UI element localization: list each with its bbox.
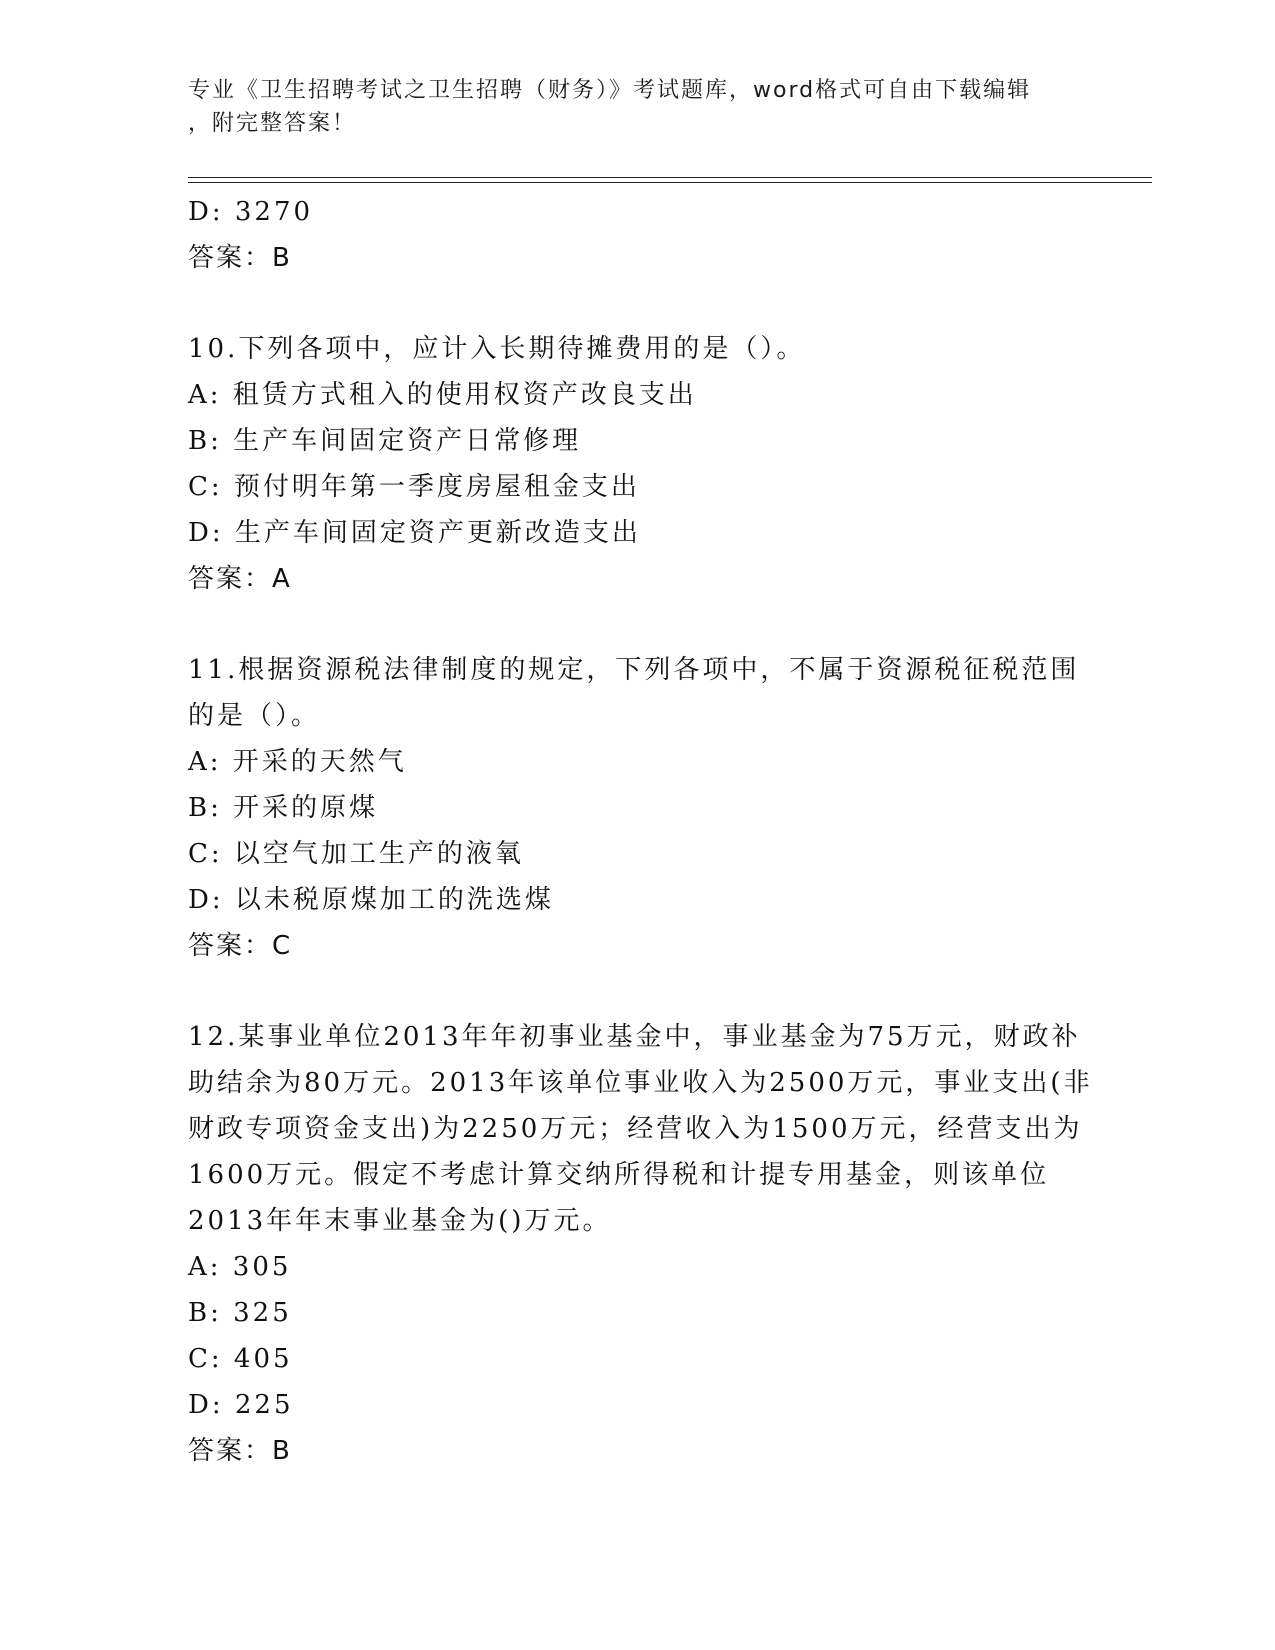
question-text: 12.某事业单位2013年年初事业基金中，事业基金为75万元，财政补 bbox=[188, 1022, 1081, 1052]
option-b: B: 生产车间固定资产日常修理 bbox=[188, 426, 582, 456]
answer-line: 答案：A bbox=[188, 564, 292, 594]
question-block bbox=[188, 647, 1088, 969]
question-text: 11.根据资源税法律制度的规定，下列各项中，不属于资源税征税范围 bbox=[188, 655, 1080, 685]
option-b: B: 开采的原煤 bbox=[188, 793, 379, 823]
question-content bbox=[188, 189, 1093, 1474]
document-header bbox=[188, 74, 1088, 140]
question-text: 助结余为80万元。2013年该单位事业收入为2500万元，事业支出(非 bbox=[188, 1068, 1093, 1098]
question-text: 的是（）。 bbox=[188, 701, 321, 731]
option-b: B: 325 bbox=[188, 1298, 292, 1328]
header-line-1: 专业《卫生招聘考试之卫生招聘（财务）》考试题库，word格式可自由下载编辑 bbox=[188, 78, 1032, 103]
header-line-2: ，附完整答案！ bbox=[188, 111, 357, 136]
option-c: C: 405 bbox=[188, 1344, 293, 1374]
option-c: C: 预付明年第一季度房屋租金支出 bbox=[188, 472, 640, 502]
question-text: 2013年年末事业基金为()万元。 bbox=[188, 1206, 612, 1236]
option-a: A: 305 bbox=[188, 1252, 292, 1282]
question-block bbox=[188, 326, 1088, 602]
option-d: D: 生产车间固定资产更新改造支出 bbox=[188, 518, 641, 548]
answer-line: 答案：B bbox=[188, 243, 292, 273]
question-text: 财政专项资金支出)为2250万元；经营收入为1500万元，经营支出为 bbox=[188, 1114, 1083, 1144]
question-block bbox=[188, 1014, 1093, 1474]
option-d: D: 225 bbox=[188, 1390, 294, 1420]
header-divider-top bbox=[188, 177, 1152, 178]
answer-line: 答案：B bbox=[188, 1436, 292, 1466]
header-divider-bottom bbox=[188, 182, 1152, 183]
option-a: A: 租赁方式租入的使用权资产改良支出 bbox=[188, 380, 697, 410]
option-c: C: 以空气加工生产的液氧 bbox=[188, 839, 524, 869]
answer-line: 答案：C bbox=[188, 931, 293, 961]
option-d: D: 3270 bbox=[188, 197, 314, 227]
option-a: A: 开采的天然气 bbox=[188, 747, 407, 777]
option-d: D: 以未税原煤加工的洗选煤 bbox=[188, 885, 554, 915]
spacer bbox=[188, 602, 1088, 647]
question-text: 1600万元。假定不考虑计算交纳所得税和计提专用基金，则该单位 bbox=[188, 1160, 1050, 1190]
spacer bbox=[188, 969, 1088, 1014]
spacer bbox=[188, 281, 1088, 326]
question-text: 10.下列各项中，应计入长期待摊费用的是（）。 bbox=[188, 334, 806, 364]
